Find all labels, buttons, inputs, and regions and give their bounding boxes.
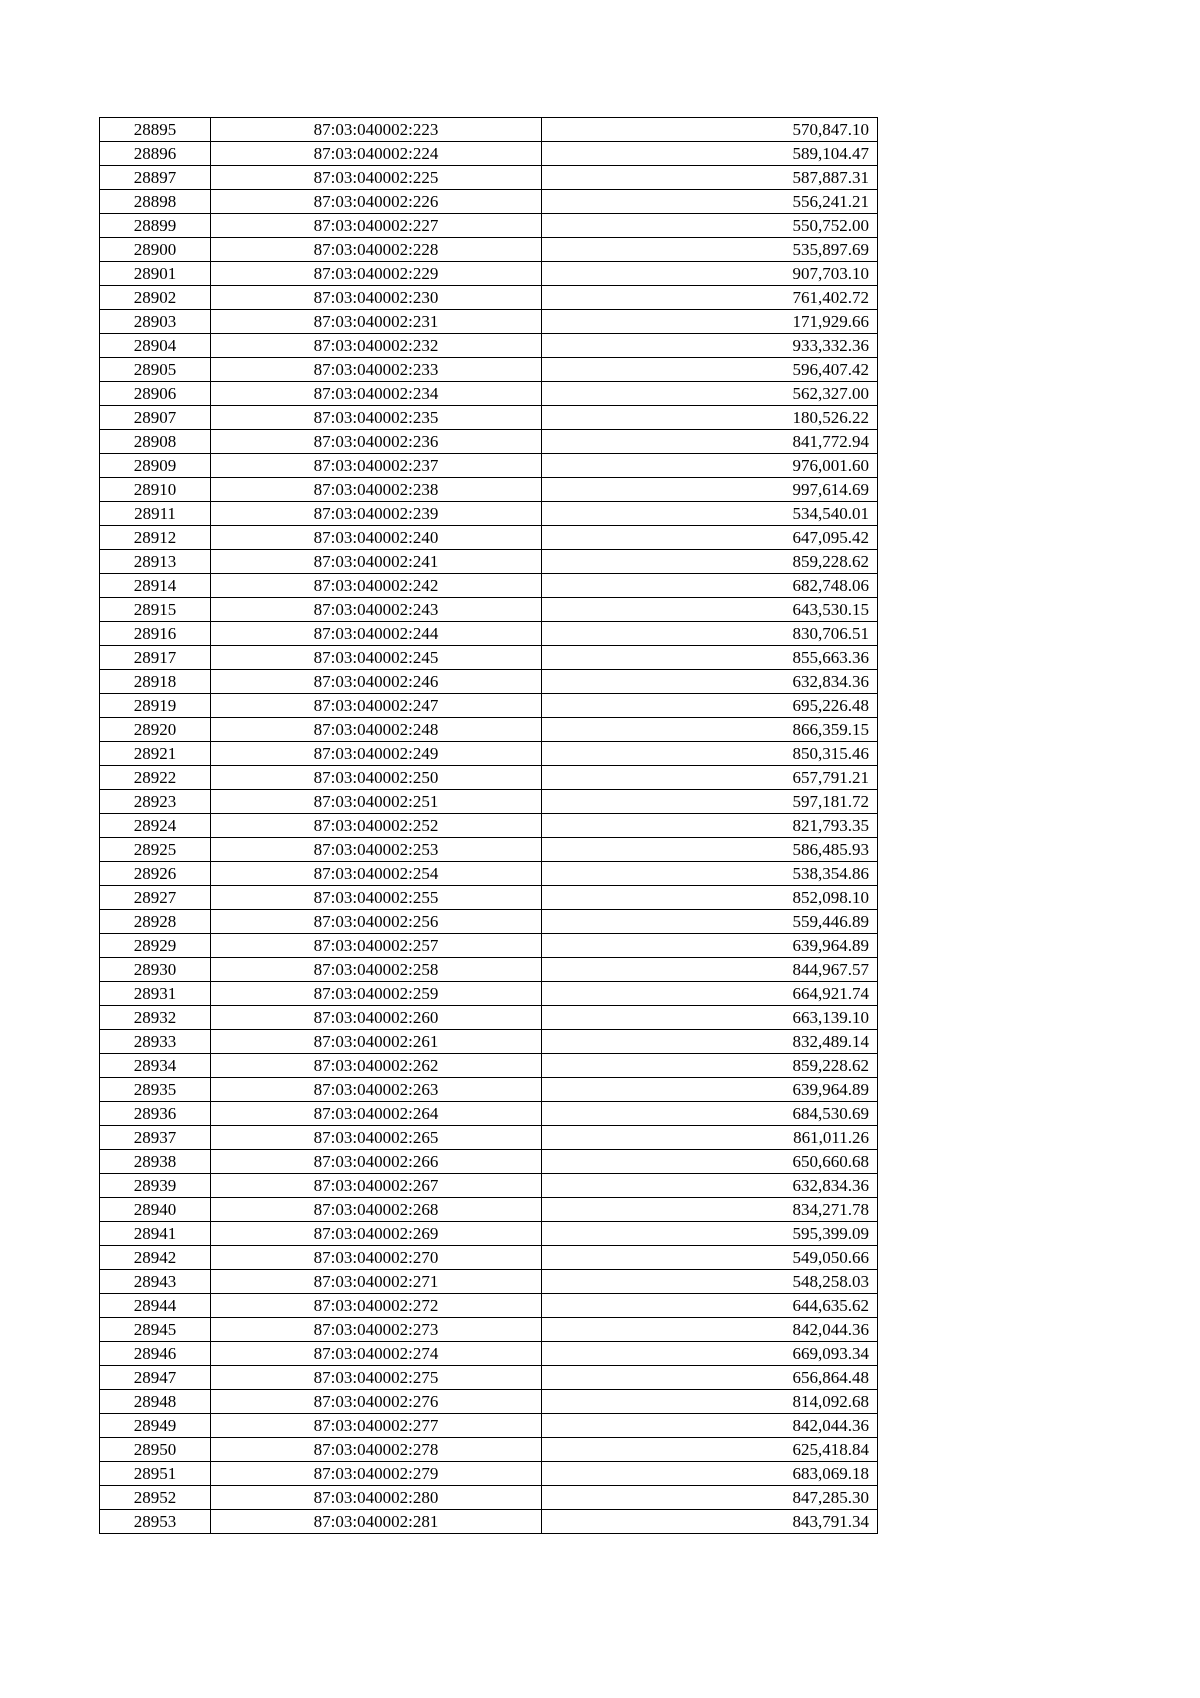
row-number-cell: 28918 xyxy=(100,670,211,694)
table-row xyxy=(100,766,878,790)
table-row xyxy=(100,646,878,670)
cadastral-number-cell: 87:03:040002:263 xyxy=(211,1078,542,1102)
row-number-cell: 28922 xyxy=(100,766,211,790)
row-number-cell: 28946 xyxy=(100,1342,211,1366)
row-number-cell: 28940 xyxy=(100,1198,211,1222)
table-row xyxy=(100,1318,878,1342)
table-row xyxy=(100,502,878,526)
value-cell: 596,407.42 xyxy=(542,358,878,382)
table-row xyxy=(100,838,878,862)
cadastral-number-cell: 87:03:040002:274 xyxy=(211,1342,542,1366)
cadastral-number-cell: 87:03:040002:246 xyxy=(211,670,542,694)
value-cell: 852,098.10 xyxy=(542,886,878,910)
cadastral-number-cell: 87:03:040002:240 xyxy=(211,526,542,550)
row-number-cell: 28929 xyxy=(100,934,211,958)
row-number-cell: 28927 xyxy=(100,886,211,910)
table-row xyxy=(100,382,878,406)
value-cell: 559,446.89 xyxy=(542,910,878,934)
value-cell: 859,228.62 xyxy=(542,550,878,574)
value-cell: 643,530.15 xyxy=(542,598,878,622)
row-number-cell: 28926 xyxy=(100,862,211,886)
table-row xyxy=(100,1078,878,1102)
cadastral-number-cell: 87:03:040002:261 xyxy=(211,1030,542,1054)
row-number-cell: 28953 xyxy=(100,1510,211,1534)
value-cell: 644,635.62 xyxy=(542,1294,878,1318)
row-number-cell: 28896 xyxy=(100,142,211,166)
value-cell: 832,489.14 xyxy=(542,1030,878,1054)
value-cell: 548,258.03 xyxy=(542,1270,878,1294)
row-number-cell: 28919 xyxy=(100,694,211,718)
table-row xyxy=(100,1198,878,1222)
cadastral-number-cell: 87:03:040002:223 xyxy=(211,118,542,142)
table-row xyxy=(100,166,878,190)
table-row xyxy=(100,982,878,1006)
cadastral-number-cell: 87:03:040002:229 xyxy=(211,262,542,286)
cadastral-number-cell: 87:03:040002:267 xyxy=(211,1174,542,1198)
cadastral-number-cell: 87:03:040002:249 xyxy=(211,742,542,766)
value-cell: 834,271.78 xyxy=(542,1198,878,1222)
row-number-cell: 28901 xyxy=(100,262,211,286)
row-number-cell: 28925 xyxy=(100,838,211,862)
row-number-cell: 28942 xyxy=(100,1246,211,1270)
row-number-cell: 28937 xyxy=(100,1126,211,1150)
cadastral-number-cell: 87:03:040002:258 xyxy=(211,958,542,982)
table-row xyxy=(100,1414,878,1438)
row-number-cell: 28933 xyxy=(100,1030,211,1054)
table-row xyxy=(100,622,878,646)
value-cell: 647,095.42 xyxy=(542,526,878,550)
value-cell: 847,285.30 xyxy=(542,1486,878,1510)
value-cell: 842,044.36 xyxy=(542,1318,878,1342)
cadastral-number-cell: 87:03:040002:224 xyxy=(211,142,542,166)
table-row xyxy=(100,550,878,574)
row-number-cell: 28948 xyxy=(100,1390,211,1414)
value-cell: 861,011.26 xyxy=(542,1126,878,1150)
row-number-cell: 28907 xyxy=(100,406,211,430)
row-number-cell: 28895 xyxy=(100,118,211,142)
table-row xyxy=(100,334,878,358)
cadastral-number-cell: 87:03:040002:247 xyxy=(211,694,542,718)
value-cell: 534,540.01 xyxy=(542,502,878,526)
cadastral-number-cell: 87:03:040002:243 xyxy=(211,598,542,622)
value-cell: 844,967.57 xyxy=(542,958,878,982)
cadastral-number-cell: 87:03:040002:235 xyxy=(211,406,542,430)
row-number-cell: 28944 xyxy=(100,1294,211,1318)
table-row xyxy=(100,1246,878,1270)
row-number-cell: 28938 xyxy=(100,1150,211,1174)
table-row xyxy=(100,958,878,982)
row-number-cell: 28914 xyxy=(100,574,211,598)
table-row xyxy=(100,742,878,766)
cadastral-number-cell: 87:03:040002:280 xyxy=(211,1486,542,1510)
table-row xyxy=(100,190,878,214)
value-cell: 855,663.36 xyxy=(542,646,878,670)
value-cell: 663,139.10 xyxy=(542,1006,878,1030)
cadastral-number-cell: 87:03:040002:279 xyxy=(211,1462,542,1486)
row-number-cell: 28898 xyxy=(100,190,211,214)
row-number-cell: 28905 xyxy=(100,358,211,382)
row-number-cell: 28897 xyxy=(100,166,211,190)
table-row xyxy=(100,454,878,478)
cadastral-number-cell: 87:03:040002:257 xyxy=(211,934,542,958)
row-number-cell: 28952 xyxy=(100,1486,211,1510)
cadastral-number-cell: 87:03:040002:239 xyxy=(211,502,542,526)
table-row xyxy=(100,1126,878,1150)
row-number-cell: 28921 xyxy=(100,742,211,766)
value-cell: 595,399.09 xyxy=(542,1222,878,1246)
row-number-cell: 28908 xyxy=(100,430,211,454)
cadastral-number-cell: 87:03:040002:255 xyxy=(211,886,542,910)
table-row xyxy=(100,1342,878,1366)
table-row xyxy=(100,406,878,430)
cadastral-number-cell: 87:03:040002:260 xyxy=(211,1006,542,1030)
table-row xyxy=(100,1390,878,1414)
value-cell: 570,847.10 xyxy=(542,118,878,142)
cadastral-number-cell: 87:03:040002:278 xyxy=(211,1438,542,1462)
row-number-cell: 28902 xyxy=(100,286,211,310)
table-row xyxy=(100,886,878,910)
row-number-cell: 28950 xyxy=(100,1438,211,1462)
table-row xyxy=(100,862,878,886)
row-number-cell: 28910 xyxy=(100,478,211,502)
cadastral-number-cell: 87:03:040002:230 xyxy=(211,286,542,310)
value-cell: 625,418.84 xyxy=(542,1438,878,1462)
cadastral-number-cell: 87:03:040002:250 xyxy=(211,766,542,790)
value-cell: 549,050.66 xyxy=(542,1246,878,1270)
value-cell: 597,181.72 xyxy=(542,790,878,814)
cadastral-number-cell: 87:03:040002:238 xyxy=(211,478,542,502)
value-cell: 814,092.68 xyxy=(542,1390,878,1414)
table-row xyxy=(100,358,878,382)
row-number-cell: 28904 xyxy=(100,334,211,358)
value-cell: 830,706.51 xyxy=(542,622,878,646)
cadastral-number-cell: 87:03:040002:272 xyxy=(211,1294,542,1318)
cadastral-number-cell: 87:03:040002:281 xyxy=(211,1510,542,1534)
table-row xyxy=(100,286,878,310)
table-row xyxy=(100,214,878,238)
table-row xyxy=(100,598,878,622)
row-number-cell: 28945 xyxy=(100,1318,211,1342)
value-cell: 997,614.69 xyxy=(542,478,878,502)
table-row xyxy=(100,478,878,502)
row-number-cell: 28951 xyxy=(100,1462,211,1486)
cadastral-number-cell: 87:03:040002:252 xyxy=(211,814,542,838)
row-number-cell: 28949 xyxy=(100,1414,211,1438)
table-row xyxy=(100,910,878,934)
cadastral-number-cell: 87:03:040002:271 xyxy=(211,1270,542,1294)
row-number-cell: 28909 xyxy=(100,454,211,478)
cadastral-number-cell: 87:03:040002:268 xyxy=(211,1198,542,1222)
cadastral-number-cell: 87:03:040002:242 xyxy=(211,574,542,598)
value-cell: 695,226.48 xyxy=(542,694,878,718)
row-number-cell: 28931 xyxy=(100,982,211,1006)
table-row xyxy=(100,574,878,598)
cadastral-number-cell: 87:03:040002:248 xyxy=(211,718,542,742)
value-cell: 866,359.15 xyxy=(542,718,878,742)
cadastral-number-cell: 87:03:040002:226 xyxy=(211,190,542,214)
value-cell: 841,772.94 xyxy=(542,430,878,454)
table-row xyxy=(100,142,878,166)
row-number-cell: 28934 xyxy=(100,1054,211,1078)
value-cell: 683,069.18 xyxy=(542,1462,878,1486)
value-cell: 907,703.10 xyxy=(542,262,878,286)
value-cell: 650,660.68 xyxy=(542,1150,878,1174)
value-cell: 632,834.36 xyxy=(542,670,878,694)
row-number-cell: 28916 xyxy=(100,622,211,646)
value-cell: 976,001.60 xyxy=(542,454,878,478)
value-cell: 842,044.36 xyxy=(542,1414,878,1438)
table-row xyxy=(100,262,878,286)
cadastral-number-cell: 87:03:040002:277 xyxy=(211,1414,542,1438)
value-cell: 859,228.62 xyxy=(542,1054,878,1078)
table-row xyxy=(100,1102,878,1126)
row-number-cell: 28912 xyxy=(100,526,211,550)
value-cell: 639,964.89 xyxy=(542,1078,878,1102)
row-number-cell: 28930 xyxy=(100,958,211,982)
row-number-cell: 28941 xyxy=(100,1222,211,1246)
cadastral-number-cell: 87:03:040002:228 xyxy=(211,238,542,262)
row-number-cell: 28911 xyxy=(100,502,211,526)
cadastral-number-cell: 87:03:040002:227 xyxy=(211,214,542,238)
cadastral-number-cell: 87:03:040002:254 xyxy=(211,862,542,886)
row-number-cell: 28924 xyxy=(100,814,211,838)
cadastral-number-cell: 87:03:040002:245 xyxy=(211,646,542,670)
cadastral-number-cell: 87:03:040002:266 xyxy=(211,1150,542,1174)
row-number-cell: 28947 xyxy=(100,1366,211,1390)
cadastral-number-cell: 87:03:040002:259 xyxy=(211,982,542,1006)
cadastral-number-cell: 87:03:040002:244 xyxy=(211,622,542,646)
cadastral-number-cell: 87:03:040002:234 xyxy=(211,382,542,406)
cadastral-number-cell: 87:03:040002:232 xyxy=(211,334,542,358)
row-number-cell: 28920 xyxy=(100,718,211,742)
table-row xyxy=(100,1438,878,1462)
row-number-cell: 28906 xyxy=(100,382,211,406)
value-cell: 657,791.21 xyxy=(542,766,878,790)
value-cell: 180,526.22 xyxy=(542,406,878,430)
value-cell: 586,485.93 xyxy=(542,838,878,862)
table-row xyxy=(100,1270,878,1294)
data-table xyxy=(99,117,878,1534)
cadastral-number-cell: 87:03:040002:236 xyxy=(211,430,542,454)
cadastral-number-cell: 87:03:040002:225 xyxy=(211,166,542,190)
table-body xyxy=(100,118,878,1534)
table-row xyxy=(100,934,878,958)
row-number-cell: 28913 xyxy=(100,550,211,574)
value-cell: 556,241.21 xyxy=(542,190,878,214)
row-number-cell: 28928 xyxy=(100,910,211,934)
value-cell: 664,921.74 xyxy=(542,982,878,1006)
row-number-cell: 28939 xyxy=(100,1174,211,1198)
row-number-cell: 28943 xyxy=(100,1270,211,1294)
table-row xyxy=(100,1510,878,1534)
cadastral-number-cell: 87:03:040002:251 xyxy=(211,790,542,814)
table-row xyxy=(100,1054,878,1078)
value-cell: 850,315.46 xyxy=(542,742,878,766)
cadastral-number-cell: 87:03:040002:270 xyxy=(211,1246,542,1270)
table-row xyxy=(100,430,878,454)
table-row xyxy=(100,1006,878,1030)
value-cell: 682,748.06 xyxy=(542,574,878,598)
value-cell: 656,864.48 xyxy=(542,1366,878,1390)
cadastral-number-cell: 87:03:040002:265 xyxy=(211,1126,542,1150)
row-number-cell: 28923 xyxy=(100,790,211,814)
cadastral-number-cell: 87:03:040002:231 xyxy=(211,310,542,334)
value-cell: 535,897.69 xyxy=(542,238,878,262)
value-cell: 684,530.69 xyxy=(542,1102,878,1126)
cadastral-number-cell: 87:03:040002:256 xyxy=(211,910,542,934)
row-number-cell: 28915 xyxy=(100,598,211,622)
table-row xyxy=(100,670,878,694)
cadastral-number-cell: 87:03:040002:275 xyxy=(211,1366,542,1390)
table-row xyxy=(100,790,878,814)
cadastral-number-cell: 87:03:040002:233 xyxy=(211,358,542,382)
table-row xyxy=(100,814,878,838)
table-row xyxy=(100,1486,878,1510)
table-row xyxy=(100,238,878,262)
row-number-cell: 28899 xyxy=(100,214,211,238)
cadastral-number-cell: 87:03:040002:262 xyxy=(211,1054,542,1078)
table-row xyxy=(100,526,878,550)
table-row xyxy=(100,310,878,334)
table-row xyxy=(100,1150,878,1174)
table-row xyxy=(100,1462,878,1486)
row-number-cell: 28936 xyxy=(100,1102,211,1126)
value-cell: 669,093.34 xyxy=(542,1342,878,1366)
table-row xyxy=(100,694,878,718)
cadastral-number-cell: 87:03:040002:273 xyxy=(211,1318,542,1342)
row-number-cell: 28900 xyxy=(100,238,211,262)
table-row xyxy=(100,1030,878,1054)
cadastral-number-cell: 87:03:040002:253 xyxy=(211,838,542,862)
value-cell: 587,887.31 xyxy=(542,166,878,190)
value-cell: 761,402.72 xyxy=(542,286,878,310)
value-cell: 589,104.47 xyxy=(542,142,878,166)
table-row xyxy=(100,718,878,742)
value-cell: 171,929.66 xyxy=(542,310,878,334)
row-number-cell: 28903 xyxy=(100,310,211,334)
value-cell: 821,793.35 xyxy=(542,814,878,838)
cadastral-number-cell: 87:03:040002:269 xyxy=(211,1222,542,1246)
cadastral-number-cell: 87:03:040002:241 xyxy=(211,550,542,574)
table-row xyxy=(100,118,878,142)
table-row xyxy=(100,1366,878,1390)
value-cell: 550,752.00 xyxy=(542,214,878,238)
value-cell: 933,332.36 xyxy=(542,334,878,358)
table-row xyxy=(100,1222,878,1246)
value-cell: 632,834.36 xyxy=(542,1174,878,1198)
row-number-cell: 28917 xyxy=(100,646,211,670)
table-row xyxy=(100,1174,878,1198)
value-cell: 843,791.34 xyxy=(542,1510,878,1534)
cadastral-number-cell: 87:03:040002:264 xyxy=(211,1102,542,1126)
value-cell: 538,354.86 xyxy=(542,862,878,886)
value-cell: 639,964.89 xyxy=(542,934,878,958)
row-number-cell: 28935 xyxy=(100,1078,211,1102)
cadastral-number-cell: 87:03:040002:237 xyxy=(211,454,542,478)
cadastral-number-cell: 87:03:040002:276 xyxy=(211,1390,542,1414)
table-row xyxy=(100,1294,878,1318)
row-number-cell: 28932 xyxy=(100,1006,211,1030)
value-cell: 562,327.00 xyxy=(542,382,878,406)
